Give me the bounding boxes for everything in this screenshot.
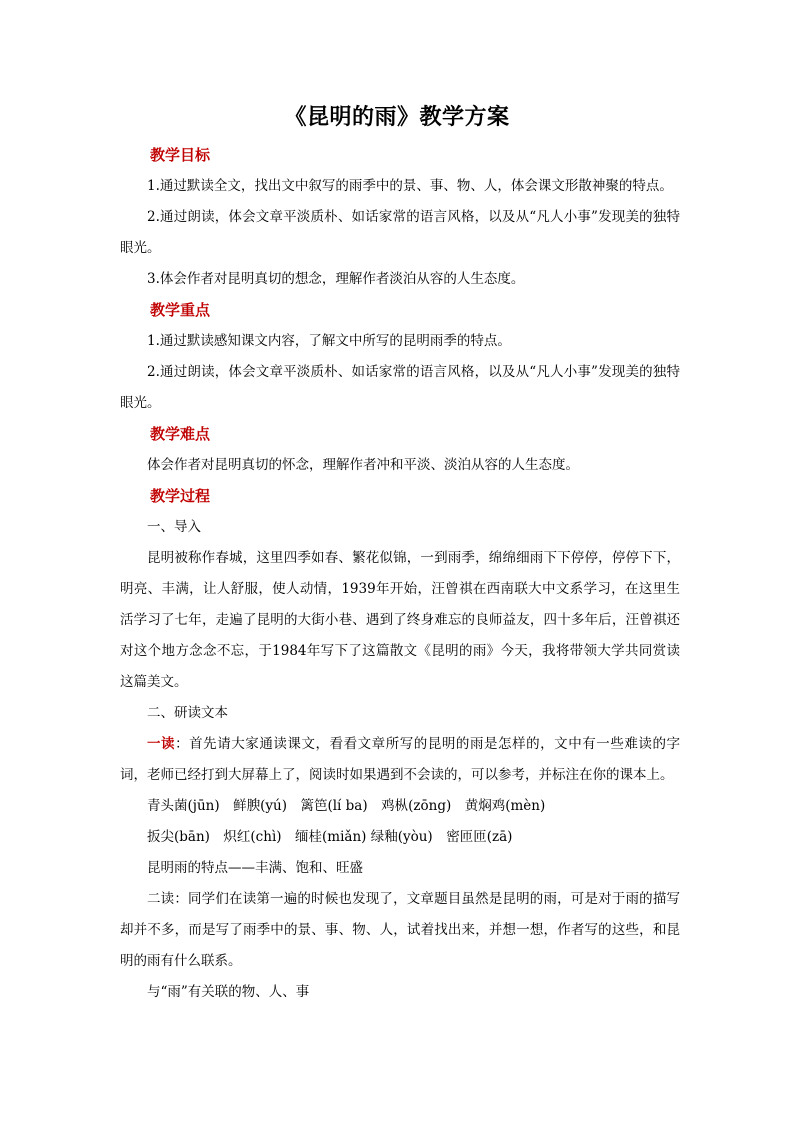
- section-heading-key-points: 教学重点: [150, 301, 211, 319]
- section-heading-goals: 教学目标: [150, 146, 211, 164]
- key-point-item-2: 2.通过朗读，体会文章平淡质朴、如话家常的语言风格，以及从“凡人小事”发现美的独特眼光。: [120, 364, 680, 411]
- key-point-item-1: 1.通过默读感知课文内容，了解文中所写的昆明雨季的特点。: [147, 333, 511, 349]
- vocab-line-1: 青头菌(jūn) 鲜腴(yú) 篱笆(lí ba) 鸡枞(zōng) 黄焖鸡(mèn): [147, 798, 546, 814]
- rain-feature: 昆明雨的特点——丰满、饱和、旺盛: [147, 860, 363, 876]
- second-read-label: 二读: [147, 891, 175, 907]
- second-read-paragraph: [120, 884, 680, 977]
- vocab-line-2: 扳尖(bān) 炽红(chì) 缅桂(miǎn) 绿釉(yòu) 密匝匝(zā): [147, 829, 513, 845]
- page-title: 《昆明的雨》教学方案: [284, 104, 510, 130]
- study-heading: 二、研读文本: [147, 705, 228, 721]
- difficulty-item-1: 体会作者对昆明真切的怀念，理解作者冲和平淡、淡泊从容的人生态度。: [147, 457, 579, 473]
- intro-heading: 一、导入: [147, 519, 201, 535]
- first-read-text: ：首先请大家通读课文，看看文章所写的昆明的雨是怎样的，文中有一些难读的字词，老师已经打到大屏幕上了，阅读时如果遇到不会读的，可以参考，并标注在你的课本上。: [120, 736, 681, 783]
- goal-item-2: 2.通过朗读，体会文章平淡质朴、如话家常的语言风格，以及从“凡人小事”发现美的独特眼光。: [120, 209, 680, 256]
- goal-item-1: 1.通过默读全文，找出文中叙写的雨季中的景、事、物、人，体会课文形散神聚的特点。: [147, 178, 673, 194]
- related-line: 与“雨”有关联的物、人、事: [147, 984, 310, 1000]
- goal-item-3: 3.体会作者对昆明真切的想念，理解作者淡泊从容的人生态度。: [147, 271, 525, 287]
- first-read-paragraph: [120, 729, 680, 791]
- section-heading-difficulties: 教学难点: [150, 425, 211, 443]
- document-body: [120, 140, 680, 1008]
- first-read-label: 一读: [147, 736, 176, 752]
- intro-text: 昆明被称作春城，这里四季如春、繁花似锦，一到雨季，绵绵细雨下下停停，停停下下，明亮、丰满，让人舒服，使人动情，1939年开始，汪曾祺在西南联大中文系学习，在这里生活学习了七年，走遍了昆明的大街小巷、遇到了终身难忘的良师益友，四十多年后，汪曾祺还对这个地方念念不忘，于1984年写下了这篇散文《昆明的雨》今天，我将带领大学共同赏读这篇美文。: [120, 550, 680, 690]
- second-read-text: ：同学们在读第一遍的时候也发现了，文章题目虽然是昆明的雨，可是对于雨的描写却并不多，而是写了雨季中的景、事、物、人，试着找出来，并想一想，作者写的这些，和昆明的雨有什么联系。: [120, 891, 681, 969]
- section-heading-process: 教学过程: [150, 487, 211, 505]
